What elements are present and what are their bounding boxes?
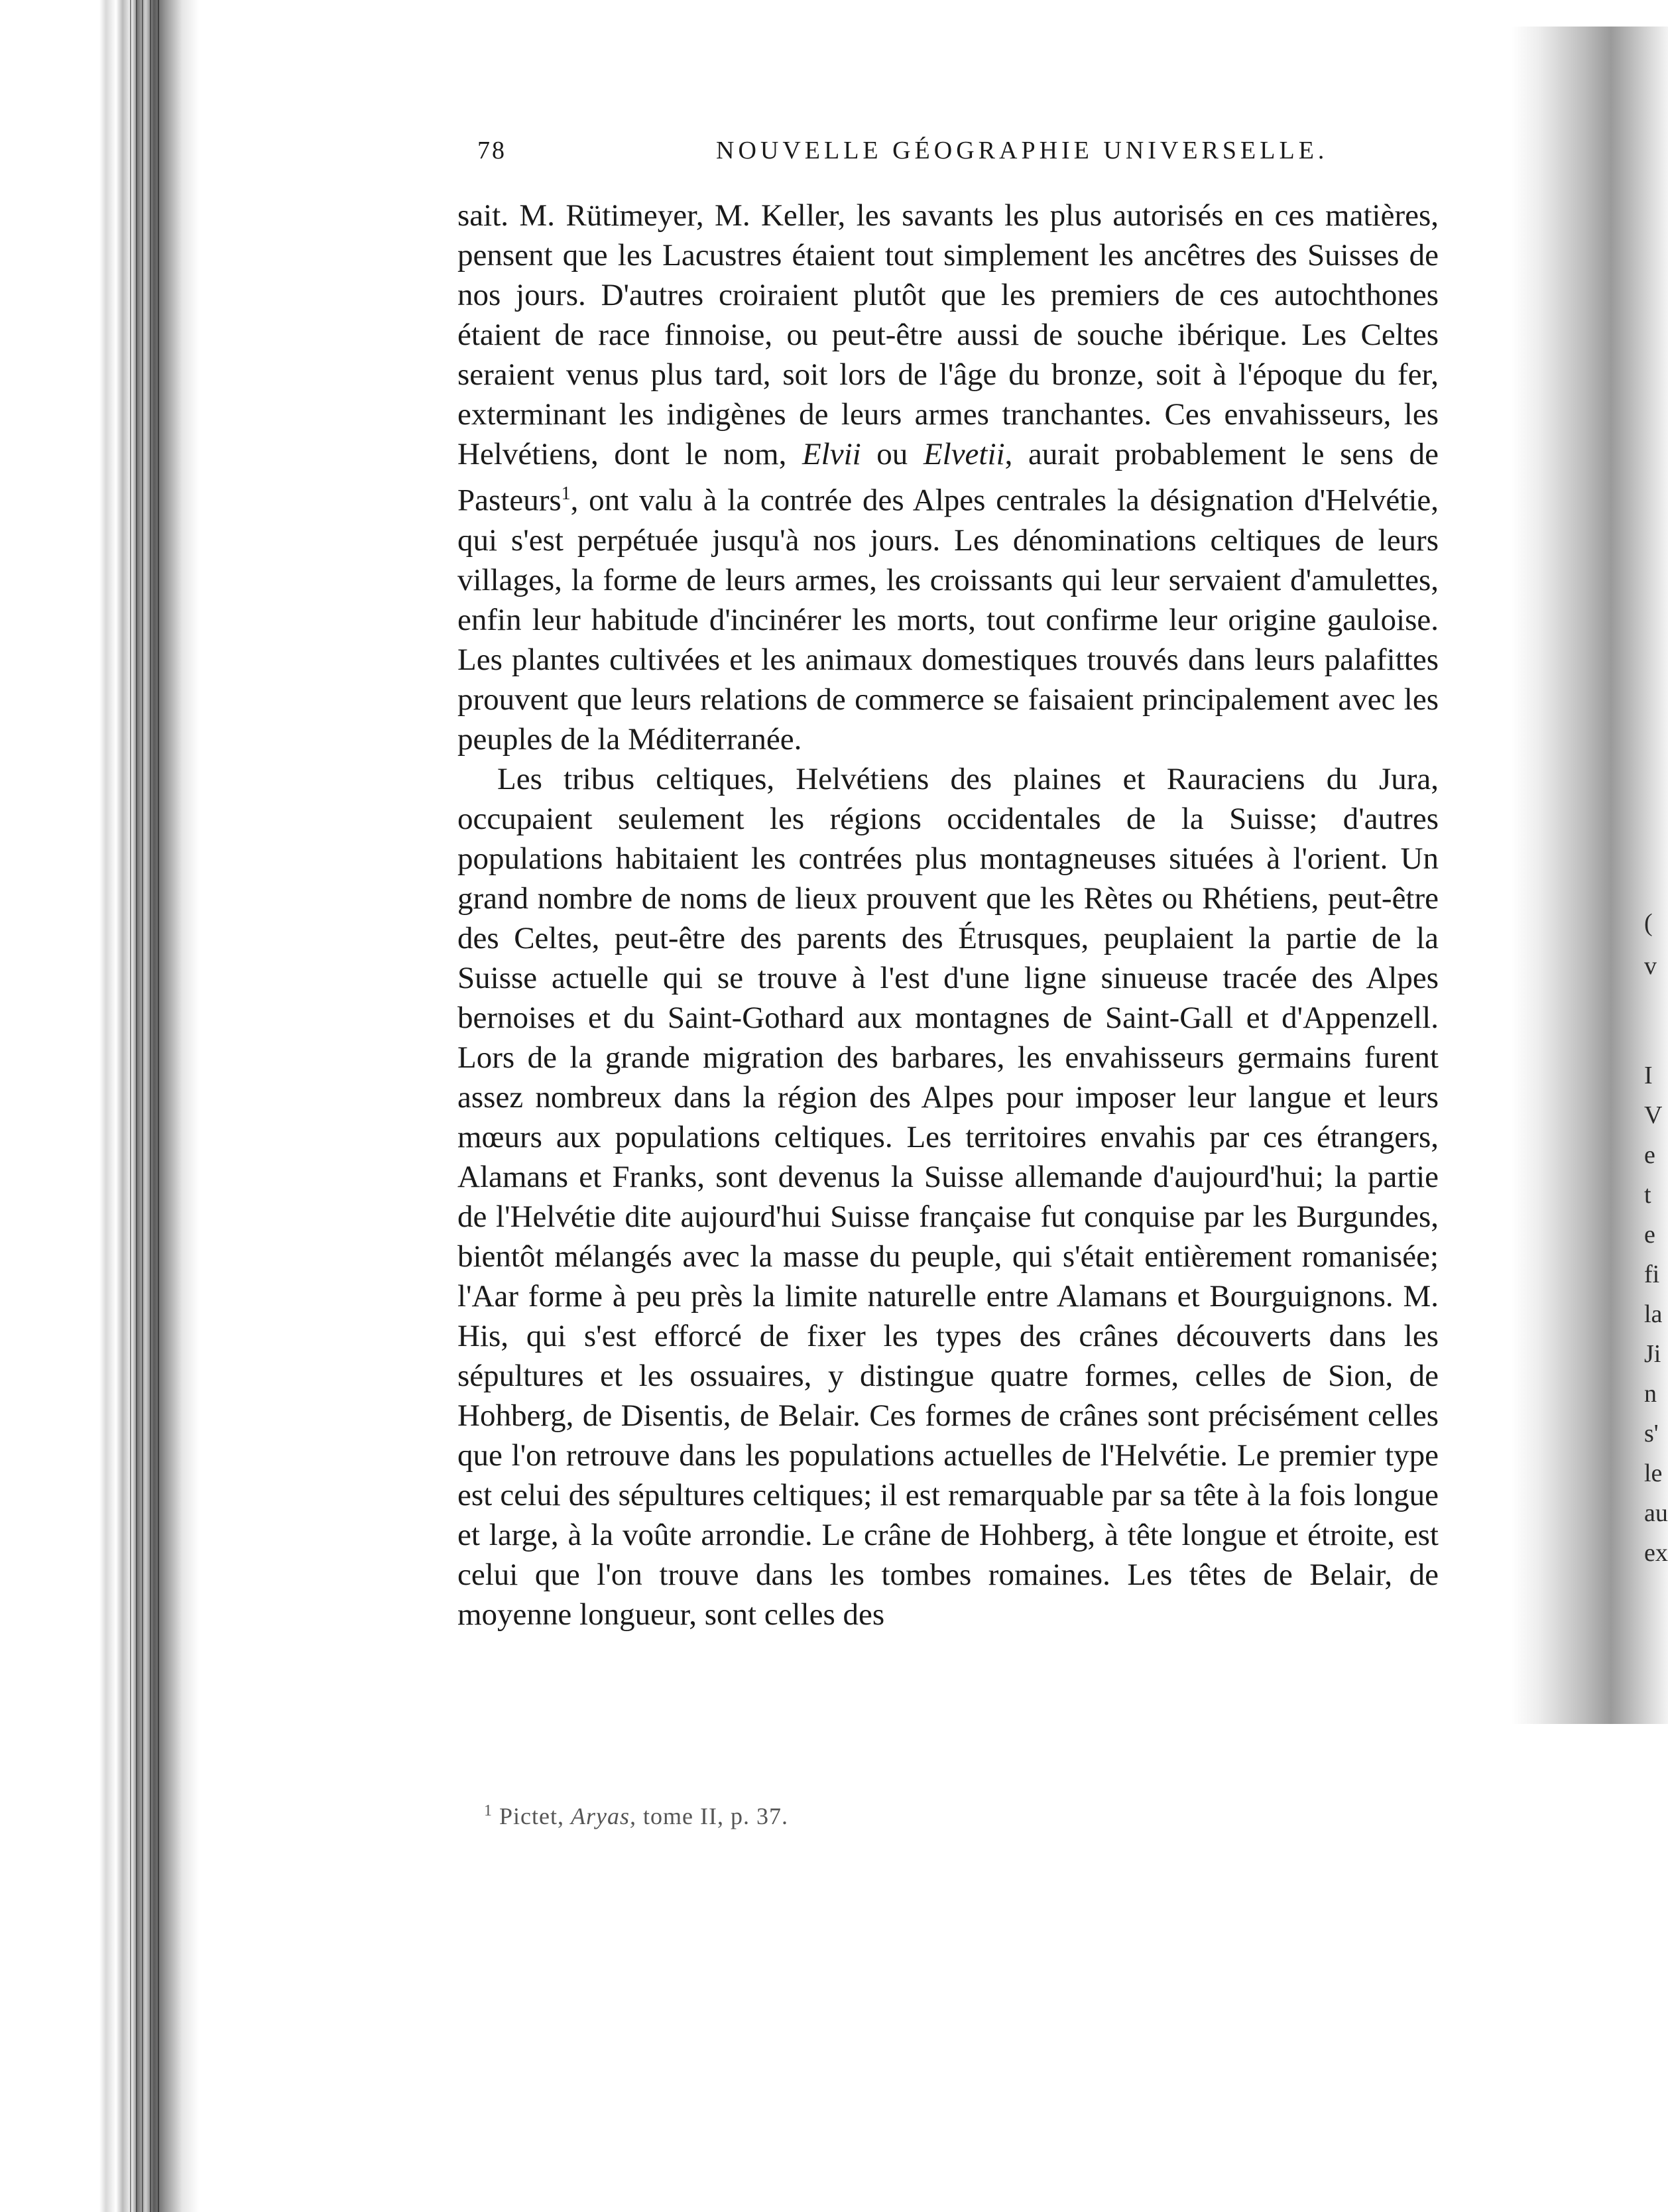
footnote-work: Aryas, bbox=[570, 1803, 636, 1829]
margin-letter: e bbox=[1644, 1221, 1655, 1249]
margin-letter: I bbox=[1644, 1062, 1653, 1089]
footnote-marker: 1 bbox=[484, 1802, 493, 1819]
margin-letter: fi bbox=[1644, 1260, 1660, 1288]
margin-letter: v bbox=[1644, 952, 1657, 980]
footnote-reference: 1 bbox=[561, 483, 571, 504]
page-content bbox=[457, 136, 1439, 1634]
margin-letter: au bbox=[1644, 1499, 1668, 1527]
paragraph-1 bbox=[457, 196, 1439, 759]
margin-letter: t bbox=[1644, 1181, 1651, 1209]
paragraph-2: Les tribus celtiques, Helvétiens des plaines et Rauraciens du Jura, occupaient seulement les régions occidentales de la Suisse; d'autres populations habitaient les contrées plus montagneuses situées à l'orient. Un grand nombre de noms de lieux prouvent que les Rètes ou Rhétiens, peut-être des Celtes, peut-être des parents des Étrusques, peuplaient la partie de la Suisse actuelle qui se trouve à l'est d'une ligne sinueuse tracée des Alpes bernoises et du Saint-Gothard aux montagnes de Saint-Gall et d'Appenzell. Lors de la grande migration des barbares, les envahisseurs germains furent assez nombreux dans la région des Alpes pour imposer leur langue et leurs mœurs aux populations celtiques. Les territoires envahis par ces étrangers, Alamans et Franks, sont devenus la Suisse allemande d'aujourd'hui; la partie de l'Helvétie dite aujourd'hui Suisse française fut conquise par les Burgundes, bientôt mélangés avec la masse du peuple, qui s'était entièrement romanisée; l'Aar forme à peu près la limite naturelle entre Alamans et Bourguignons. M. His, qui s'est efforcé de fixer les types des crânes découverts dans les sépultures et les ossuaires, y distingue quatre formes, celles de Sion, de Hohberg, de Disentis, de Belair. Ces formes de crânes sont précisément celles que l'on retrouve dans les populations actuelles de l'Helvétie. Le premier type est celui des sépultures celtiques; il est remarquable par sa tête à la fois longue et large, à la voûte arrondie. Le crâne de Hohberg, à tête longue et étroite, est celui que l'on trouve dans les tombes romaines. Les têtes de Belair, de moyenne longueur, sont celles des bbox=[457, 761, 1439, 1632]
footnote-reference-text: tome II, p. 37. bbox=[642, 1803, 788, 1829]
running-title: NOUVELLE GÉOGRAPHIE UNIVERSELLE. bbox=[716, 137, 1329, 164]
running-head bbox=[457, 136, 1439, 176]
paragraph-1-text: , ont valu à la contrée des Alpes centrales la désignation d'Helvétie, qui s'est perpétuée jusqu'à nos jours. Les dénominations celtiques de leurs villages, la forme de leurs armes, les croissants qui leur servaient d'amulettes, enfin leur habitude d'incinérer les morts, tout confirme leur origine gauloise. Les plantes cultivées et les animaux domestiques trouvés dans leurs palafittes prouvent que leurs relations de commerce se faisaient principalement avec les peuples de la Méditerranée. bbox=[457, 483, 1439, 757]
margin-letter: n bbox=[1644, 1380, 1657, 1408]
footnote bbox=[484, 1802, 788, 1830]
margin-letter: le bbox=[1644, 1459, 1663, 1487]
margin-letter: ex bbox=[1644, 1539, 1668, 1567]
paragraph-1-text: , aurait probablement le sens de Pasteurs bbox=[457, 437, 1439, 518]
binding-edge bbox=[0, 0, 199, 2212]
paragraph-1-text: sait. M. Rütimeyer, M. Keller, les savants les plus autorisés en ces matières, pensent que les Lacustres étaient tout simplement les ancêtres des Suisses de nos jours. D'autres croiraient plutôt que les premiers de ces autochthones étaient de race finnoise, ou peut-être aussi de souche ibérique. Les Celtes seraient venus plus tard, soit lors de l'âge du bronze, soit à l'époque du fer, exterminant les indigènes de leurs armes tranchantes. Ces envahisseurs, les Helvétiens, dont le nom, bbox=[457, 198, 1439, 471]
margin-letter: V bbox=[1644, 1101, 1663, 1129]
footnote-author: Pictet, bbox=[499, 1803, 564, 1829]
paragraph-1-text: ou bbox=[861, 437, 923, 471]
margin-letter: ( bbox=[1644, 909, 1653, 937]
margin-letter: Ji bbox=[1644, 1340, 1661, 1368]
margin-letter: s' bbox=[1644, 1420, 1659, 1447]
margin-letter: la bbox=[1644, 1300, 1663, 1328]
page-number: 78 bbox=[477, 137, 506, 164]
italic-term-elvetii: Elvetii bbox=[923, 437, 1005, 471]
margin-letter: e bbox=[1644, 1141, 1655, 1169]
facing-page-fragments bbox=[1644, 0, 1668, 2212]
italic-term-elvii: Elvii bbox=[802, 437, 861, 471]
body-text bbox=[457, 196, 1439, 1634]
